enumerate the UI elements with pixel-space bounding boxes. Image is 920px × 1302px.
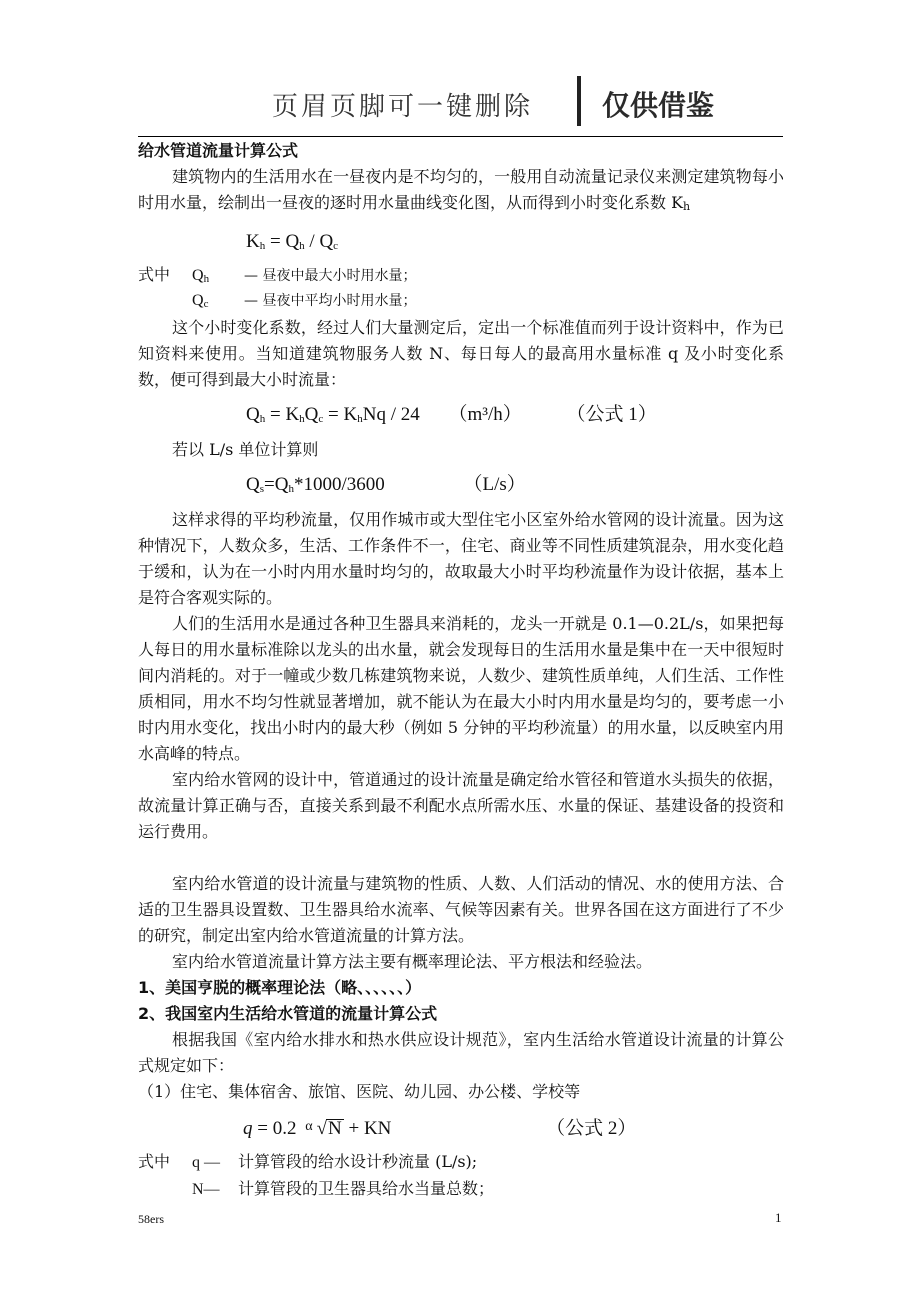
heading-2: 2、我国室内生活给水管道的流量计算公式	[138, 1004, 438, 1023]
formula-kh: $K_h = Q_h / Q_c$	[246, 231, 339, 252]
paragraph-1: 建筑物内的生活用水在一昼夜内是不均匀的，一般用自动流量记录仪来测定建筑物每小时用水量，绘制出一昼夜的逐时用水量曲线变化图，从而得到小时变化系数 $K_h$	[138, 167, 784, 213]
formula-2-tag: （公式 2）	[546, 1118, 637, 1139]
paragraph-3: 若以 L/s 单位计算则	[172, 440, 319, 459]
document-body	[138, 138, 784, 1203]
paragraph-10: （1）住宅、集体宿舍、旅馆、医院、幼儿园、办公楼、学校等	[138, 1082, 581, 1101]
definition-qh: 式中 $Q_h$ — 昼夜中最大小时用水量；	[138, 265, 417, 285]
formula-qs: $Q_s=Q_h*1000/3600$ （L/s）	[246, 474, 526, 495]
doc-title: 给水管道流量计算公式	[138, 141, 299, 160]
formula-1-tag: （公式 1）	[566, 404, 657, 425]
paragraph-7: 室内给水管道的设计流量与建筑物的性质、人数、人们活动的情况、水的使用方法、合适的卫生器具设置数、卫生器具给水流率、气候等因素有关。世界各国在这方面进行了不少的研究，制定出室内给水管道流量的计算方法。	[138, 874, 784, 945]
paragraph-9: 根据我国《室内给水排水和热水供应设计规范》，室内生活给水管道设计流量的计算公式规定如下：	[138, 1030, 784, 1075]
definition-n: N— 计算管段的卫生器具给水当量总数；	[192, 1179, 495, 1198]
definitions-q	[138, 1149, 784, 1203]
banner-left-text: 页眉页脚可一键删除	[272, 92, 534, 122]
header-banner	[140, 76, 780, 132]
paragraph-6: 室内给水管网的设计中，管道通过的设计流量是确定给水管径和管道水头损失的依据，故流量计算正确与否，直接关系到最不利配水点所需水压、水量的保证、基建设备的投资和运行费用。	[138, 770, 784, 841]
formula-2: q = 0.2 $^\alpha$ √N + KN （公式 2）	[138, 1105, 784, 1149]
banner-right-text: 仅供借鉴	[602, 89, 715, 122]
banner-separator	[577, 76, 581, 126]
definition-qc: $Q_c$ — 昼夜中平均小时用水量；	[192, 292, 417, 310]
definitions-kh	[138, 264, 784, 315]
header-rule	[138, 136, 783, 137]
page-number: 1	[775, 1210, 782, 1225]
heading-1: 1、美国亨脱的概率理论法（略、、、、、、）	[138, 978, 422, 997]
definition-q: 式中 q — 计算管段的给水设计秒流量 (L/s);	[138, 1152, 478, 1171]
paragraph-5: 人们的生活用水是通过各种卫生器具来消耗的，龙头一开就是 0.1—0.2L/s，如果把每人每日的用水量标准除以龙头的出水量，就会发现每日的生活用水量是集中在一天中很短时间内消耗的。对于一幢或少数几栋建筑物来说，人数少、建筑性质单纯，人们生活、工作性质相同，用水不均匀性就显著增加，就不能认为在最大小时内用水量是均匀的，要考虑一小时内用水变化，找出小时内的最大秒（例如 5 分钟的平均秒流量）的用水量，以反映室内用水高峰的特点。	[138, 614, 784, 763]
paragraph-8: 室内给水管道流量计算方法主要有概率理论法、平方根法和经验法。	[172, 952, 653, 971]
paragraph-4: 这样求得的平均秒流量，仅用作城市或大型住宅小区室外给水管网的设计流量。因为这种情况下，人数众多，生活、工作条件不一，住宅、商业等不同性质建筑混杂，用水变化趋于缓和，认为在一小时内用水量时均匀的，故取最大小时平均秒流量作为设计依据，基本上是符合客观实际的。	[138, 510, 784, 607]
formula-1: $Q_h = K_hQ_c = K_hNq / 24$ （m³/h） （公式 1）	[138, 393, 784, 437]
paragraph-2: 这个小时变化系数，经过人们大量测定后，定出一个标准值而列于设计资料中，作为已知资料来使用。当知道建筑物服务人数 N、每日每人的最高用水量标准 q 及小时变化系数，便可得到最大小时流量：	[138, 318, 784, 389]
footer-left: 58ers	[138, 1212, 164, 1226]
